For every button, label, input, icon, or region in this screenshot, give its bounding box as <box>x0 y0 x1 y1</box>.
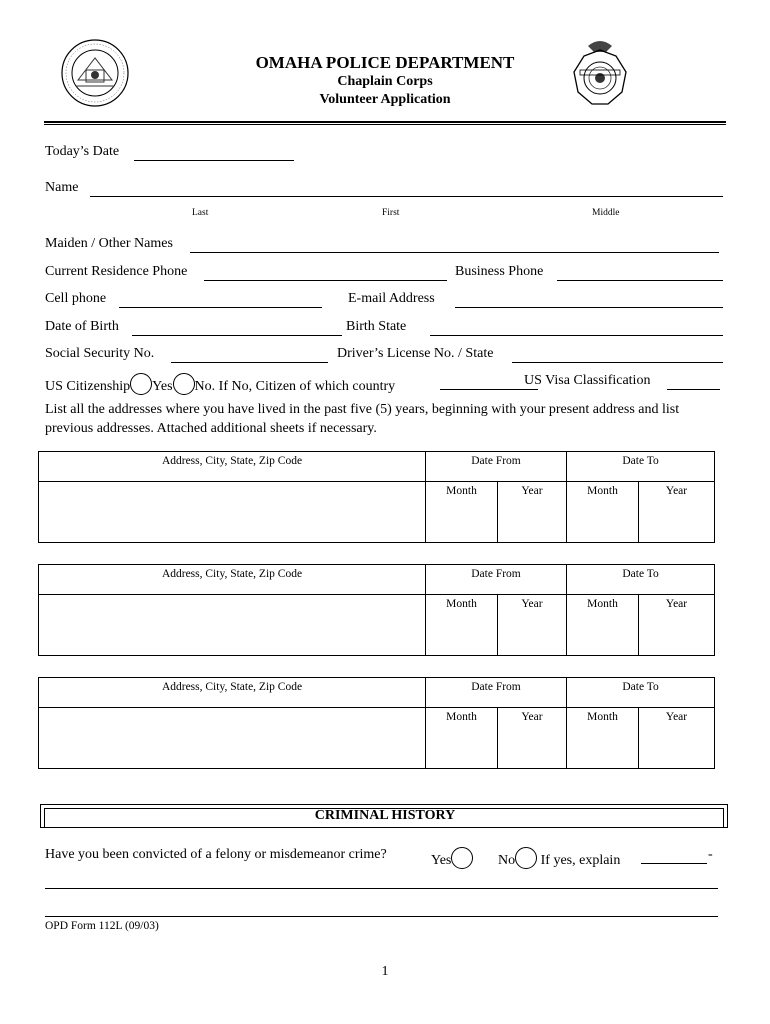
criminal-explain-line-1[interactable] <box>45 888 718 889</box>
ssn-field[interactable] <box>171 362 328 363</box>
name-row <box>45 180 727 200</box>
dob-row <box>45 319 727 339</box>
criminal-explain-label: If yes, explain <box>540 853 621 868</box>
criminal-explain-dash: - <box>708 847 713 862</box>
dob-label: Date of Birth <box>45 319 119 334</box>
maiden-field[interactable] <box>190 252 719 253</box>
address-cell[interactable] <box>39 708 426 769</box>
residence-phone-field[interactable] <box>204 280 447 281</box>
business-phone-field[interactable] <box>557 280 723 281</box>
date-to-header: Date To <box>567 452 715 482</box>
phone-row <box>45 264 727 284</box>
todays-date-label: Today’s Date <box>45 144 120 159</box>
from-year-cell[interactable]: Year <box>498 708 567 769</box>
citizenship-yes-radio[interactable] <box>130 373 152 395</box>
address-cell[interactable] <box>39 482 426 543</box>
cell-email-row <box>45 291 727 311</box>
birth-state-field[interactable] <box>430 335 723 336</box>
citizenship-label: US Citizenship <box>45 379 131 394</box>
address-header: Address, City, State, Zip Code <box>39 452 426 482</box>
name-last-label: Last <box>192 208 209 218</box>
address-cell[interactable] <box>39 595 426 656</box>
criminal-question-row <box>45 847 727 867</box>
address-instructions: List all the addresses where you have lived in the past five (5) years, beginning with your present address and list previous addresses. Attached additional sheets if necessary. <box>45 402 680 436</box>
drivers-license-field[interactable] <box>512 362 723 363</box>
to-month-cell[interactable]: Month <box>567 708 639 769</box>
header-divider <box>44 121 726 125</box>
criminal-no-label: No <box>498 853 516 868</box>
criminal-yes-label: Yes <box>431 853 452 868</box>
todays-date-field[interactable] <box>134 160 294 161</box>
from-month-cell[interactable]: Month <box>426 595 498 656</box>
todays-date-row <box>45 144 727 164</box>
to-year-cell[interactable]: Year <box>639 595 715 656</box>
visa-label: US Visa Classification <box>524 373 651 388</box>
page-title: OMAHA POLICE DEPARTMENT <box>255 53 515 72</box>
visa-field[interactable] <box>667 389 720 390</box>
address-table-3 <box>38 677 715 769</box>
name-first-label: First <box>382 208 400 218</box>
residence-phone-label: Current Residence Phone <box>45 264 188 279</box>
citizenship-group <box>45 373 395 395</box>
from-year-cell[interactable]: Year <box>498 595 567 656</box>
date-to-header: Date To <box>567 565 715 595</box>
address-table-2 <box>38 564 715 656</box>
from-month-cell[interactable]: Month <box>426 708 498 769</box>
ssn-label: Social Security No. <box>45 346 155 361</box>
email-label: E-mail Address <box>348 291 435 306</box>
address-header: Address, City, State, Zip Code <box>39 678 426 708</box>
address-table-1 <box>38 451 715 543</box>
to-month-cell[interactable]: Month <box>567 595 639 656</box>
date-to-header: Date To <box>567 678 715 708</box>
citizenship-row <box>45 373 727 393</box>
criminal-explain-field[interactable] <box>641 863 707 864</box>
to-month-cell[interactable]: Month <box>567 482 639 543</box>
criminal-question: Have you been convicted of a felony or misdemeanor crime? <box>45 847 387 862</box>
criminal-yes-radio[interactable] <box>451 847 473 869</box>
cell-phone-label: Cell phone <box>45 291 107 306</box>
from-year-cell[interactable]: Year <box>498 482 567 543</box>
to-year-cell[interactable]: Year <box>639 708 715 769</box>
citizen-country-field[interactable] <box>440 389 538 390</box>
maiden-row <box>45 236 727 256</box>
criminal-yes-group <box>431 847 473 869</box>
dob-field[interactable] <box>132 335 342 336</box>
date-from-header: Date From <box>426 452 567 482</box>
citizenship-no-label: No. <box>194 379 216 394</box>
maiden-label: Maiden / Other Names <box>45 236 173 251</box>
criminal-no-group <box>498 847 620 869</box>
name-middle-label: Middle <box>592 208 620 218</box>
name-label: Name <box>45 180 79 195</box>
birth-state-label: Birth State <box>346 319 407 334</box>
ssn-row <box>45 346 727 366</box>
citizenship-yes-label: Yes <box>152 379 173 394</box>
criminal-history-title: CRIMINAL HISTORY <box>314 808 456 823</box>
address-header: Address, City, State, Zip Code <box>39 565 426 595</box>
to-year-cell[interactable]: Year <box>639 482 715 543</box>
citizenship-no-radio[interactable] <box>173 373 195 395</box>
business-phone-label: Business Phone <box>455 264 544 279</box>
citizen-country-label: If No, Citizen of which country <box>218 379 396 394</box>
email-field[interactable] <box>455 307 723 308</box>
form-id: OPD Form 112L (09/03) <box>45 920 159 932</box>
page-number: 1 <box>381 964 389 979</box>
page-subtitle-corps: Chaplain Corps <box>337 74 433 89</box>
drivers-license-label: Driver’s License No. / State <box>337 346 494 361</box>
page-subtitle-application: Volunteer Application <box>319 92 451 107</box>
criminal-explain-line-2[interactable] <box>45 916 718 917</box>
date-from-header: Date From <box>426 678 567 708</box>
criminal-no-radio[interactable] <box>515 847 537 869</box>
date-from-header: Date From <box>426 565 567 595</box>
name-field[interactable] <box>90 196 723 197</box>
from-month-cell[interactable]: Month <box>426 482 498 543</box>
cell-phone-field[interactable] <box>119 307 322 308</box>
